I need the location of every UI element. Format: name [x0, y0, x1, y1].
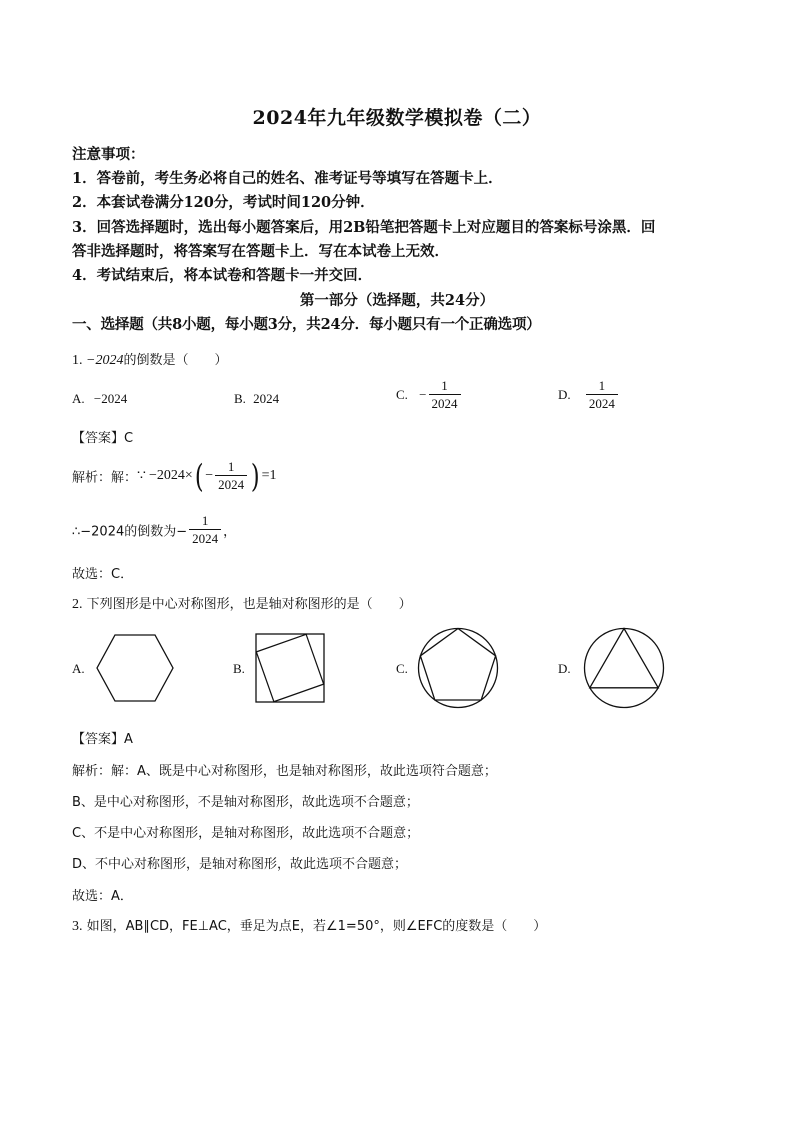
option-c	[396, 378, 463, 412]
choose-line: 故选：C．	[72, 567, 134, 582]
question-3	[72, 915, 546, 935]
explanation-line: C、不是中心对称图形，是轴对称图形，故此选项不合题意；	[72, 826, 420, 841]
fraction-denominator: 2024	[215, 475, 247, 493]
option-text: 2024	[253, 391, 280, 406]
notice-item: 3．回答选择题时，选出每小题答案后，用2B铅笔把答题卡上对应题目的答案标号涂黑．回	[72, 219, 656, 236]
notice-item: 1．答卷前，考生务必将自己的姓名、准考证号等填写在答题卡上．	[72, 170, 503, 187]
option-label: B.	[234, 391, 246, 406]
explain-prefix: 解析：解：	[72, 470, 138, 486]
part-heading: 第一部分（选择题，共24分）	[299, 292, 495, 309]
explanation-line: D、不中心对称图形，是轴对称图形，故此选项不合题意；	[72, 857, 408, 872]
figure-label-a: A.	[72, 661, 85, 676]
choose-line: 故选：A．	[72, 889, 133, 904]
option-label: C.	[396, 387, 408, 402]
because-symbol: ∵	[137, 468, 146, 484]
fraction	[586, 378, 618, 412]
question-1	[72, 349, 227, 369]
fraction-numerator: 1	[441, 378, 448, 393]
circle-pentagon-icon	[417, 627, 499, 709]
question-number: 2.	[72, 597, 83, 612]
question-stem: 下列图形是中心对称图形，也是轴对称图形的是（ ）	[86, 597, 412, 612]
explanation-line: 解析：解：∵ −2024×( − $\frac{1}{2024}$ ) =1	[72, 457, 277, 495]
fraction	[429, 378, 461, 412]
circle-triangle-icon	[582, 627, 666, 709]
expression-left: −2024×	[148, 468, 193, 483]
question-expr: −2024	[86, 353, 124, 368]
punctuation: ，	[223, 524, 237, 540]
figure-label-c: C.	[396, 661, 408, 676]
figure-label-d: D.	[558, 661, 571, 676]
fraction-numerator: 1	[201, 513, 209, 528]
figure-label-b: B.	[233, 661, 245, 676]
question-stem: 的倒数是（ ）	[123, 353, 228, 368]
answer: 【答案】A	[72, 732, 133, 747]
option-sign: −	[419, 387, 427, 402]
answer: 【答案】C	[72, 431, 134, 446]
square-pinwheel-icon	[255, 633, 325, 703]
question-2	[72, 593, 412, 613]
option-a	[72, 391, 127, 407]
option-text: −2024	[93, 391, 128, 406]
expression-right: =1	[261, 468, 277, 483]
notice-item: 答非选择题时，将答案写在答题卡上．写在本试卷上无效．	[72, 243, 449, 260]
option-label: D.	[558, 387, 571, 402]
fraction-numerator: 1	[227, 459, 235, 474]
fraction	[215, 459, 247, 493]
fraction-denominator: 2024	[586, 394, 618, 412]
hexagon-icon	[95, 634, 175, 702]
option-label: A.	[72, 391, 85, 406]
notice-item: 2．本套试卷满分120分，考试时间120分钟．	[72, 194, 375, 211]
notice-item: 4．考试结束后，将本试卷和答题卡一并交回．	[72, 267, 373, 284]
page-title: 2024年九年级数学模拟卷（二）	[252, 107, 542, 129]
notice-heading: 注意事项：	[72, 146, 145, 163]
section-heading: 一、选择题（共8小题，每小题3分，共24分．每小题只有一个正确选项）	[72, 316, 541, 333]
fraction-denominator: 2024	[429, 394, 461, 412]
explanation-line: 解析：解：A、既是中心对称图形，也是轴对称图形，故此选项符合题意；	[72, 764, 497, 779]
question-number: 1.	[72, 353, 83, 368]
question-stem: 如图，AB∥CD，FE⊥AC，垂足为点E，若∠1=50°，则∠EFC的度数是（ ）	[86, 919, 547, 934]
fraction-denominator: 2024	[189, 529, 221, 547]
fraction-numerator: 1	[598, 378, 606, 393]
question-number: 3.	[72, 919, 83, 934]
explanation-line: B、是中心对称图形，不是轴对称图形，故此选项不合题意；	[72, 795, 419, 810]
fraction	[189, 513, 221, 547]
therefore-text: ∴−2024的倒数为−	[72, 524, 188, 540]
option-b	[234, 391, 279, 407]
therefore-line	[72, 513, 236, 547]
option-d	[558, 378, 620, 412]
inner-sign: −	[205, 468, 214, 483]
